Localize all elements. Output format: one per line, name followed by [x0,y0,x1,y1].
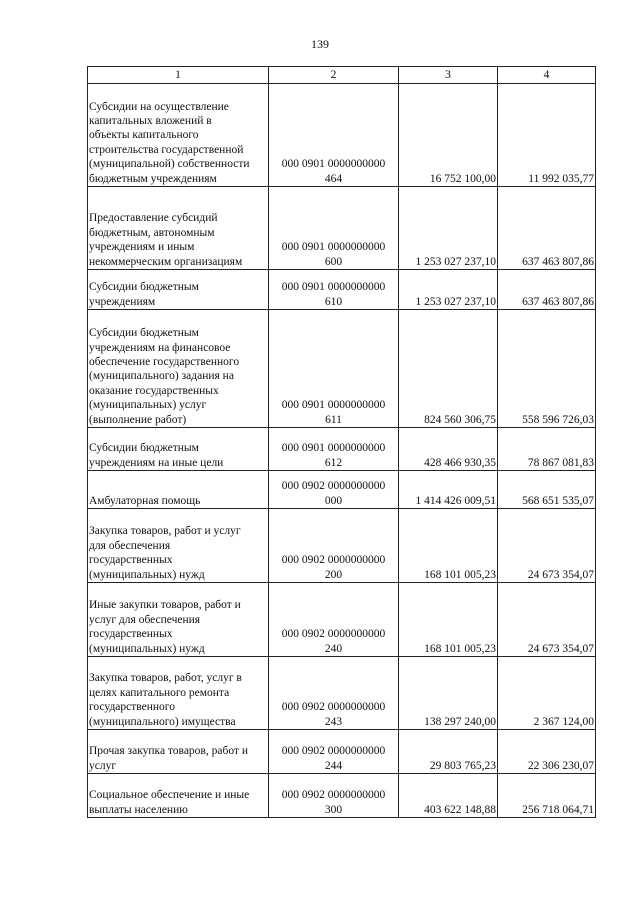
row-code: 000 0901 0000000000 610 [281,281,386,308]
page-number: 139 [311,37,329,51]
row-name: Иные закупки товаров, работ и услуг для обеспечения государственных (муниципальных) нужд [89,599,241,655]
row-value-col4: 24 673 354,07 [527,642,594,655]
table-row [88,84,596,187]
row-name: Закупка товаров, работ и услуг для обеспечения государственных (муниципальных) нужд [89,525,241,581]
row-value-col3: 168 101 005,23 [424,568,496,581]
row-value-col3: 1 253 027 237,10 [415,255,496,268]
row-name: Субсидии бюджетным учреждениям на иные цели [89,442,224,469]
table-row [88,730,596,774]
row-code: 000 0902 0000000000 240 [281,628,386,655]
row-code: 000 0901 0000000000 611 [281,399,386,426]
table-row [88,657,596,730]
row-name: Субсидии бюджетным учреждениям [89,281,199,308]
table-row [88,310,596,428]
table-row [88,509,596,583]
column-header-1: 1 [88,67,269,84]
row-value-col3: 1 414 426 009,51 [415,494,496,507]
row-name: Амбулаторная помощь [89,494,201,507]
row-name: Социальное обеспечение и иные выплаты населению [89,789,250,816]
row-value-col4: 256 718 064,71 [522,803,594,816]
row-name: Прочая закупка товаров, работ и услуг [89,745,248,772]
row-name: Субсидии бюджетным учреждениям на финансовое обеспечение государственного (муниципального) задания на оказание государственных (муниципальных) услуг (выполнение работ) [89,327,240,426]
row-value-col4: 22 306 230,07 [527,759,594,772]
row-code: 000 0901 0000000000 464 [281,158,386,185]
table-row [88,187,596,270]
row-name: Закупка товаров, работ, услуг в целях капитального ремонта государственного (муниципального) имущества [89,672,242,728]
row-code: 000 0902 0000000000 300 [281,789,386,816]
row-value-col4: 568 651 535,07 [522,494,594,507]
row-name: Субсидии на осуществление капитальных вложений в объекты капитального строительства государственной (муниципальной) собственности бюджетным учреждениям [89,100,250,185]
row-value-col3: 138 297 240,00 [424,715,496,728]
row-name: Предоставление субсидий бюджетным, автономным учреждениям и иным некоммерческим организациям [89,212,243,268]
row-code: 000 0901 0000000000 600 [281,241,386,268]
row-value-col3: 1 253 027 237,10 [415,295,496,308]
table-row [88,583,596,657]
row-value-col3: 168 101 005,23 [424,642,496,655]
row-code: 000 0902 0000000000 000 [281,480,386,507]
table-header-row [88,67,596,84]
column-header-2: 2 [269,67,399,84]
column-header-3: 3 [399,67,498,84]
row-value-col4: 78 867 081,83 [527,456,594,469]
row-value-col4: 637 463 807,86 [522,255,594,268]
table-row [88,471,596,509]
row-code: 000 0902 0000000000 243 [281,701,386,728]
table-row [88,428,596,471]
row-value-col4: 558 596 726,03 [522,413,594,426]
row-value-col3: 428 466 930,35 [424,456,496,469]
column-header-4: 4 [498,67,596,84]
budget-table [87,66,596,818]
row-value-col4: 11 992 035,77 [528,172,594,185]
table-row [88,774,596,818]
row-value-col4: 24 673 354,07 [527,568,594,581]
row-value-col3: 16 752 100,00 [429,172,496,185]
row-value-col3: 29 803 765,23 [429,759,496,772]
row-code: 000 0902 0000000000 200 [281,554,386,581]
row-code: 000 0902 0000000000 244 [281,745,386,772]
row-value-col4: 2 367 124,00 [533,715,594,728]
row-value-col3: 824 560 306,75 [424,413,496,426]
table-row [88,270,596,310]
row-value-col3: 403 622 148,88 [424,803,496,816]
row-value-col4: 637 463 807,86 [522,295,594,308]
row-code: 000 0901 0000000000 612 [281,442,386,469]
